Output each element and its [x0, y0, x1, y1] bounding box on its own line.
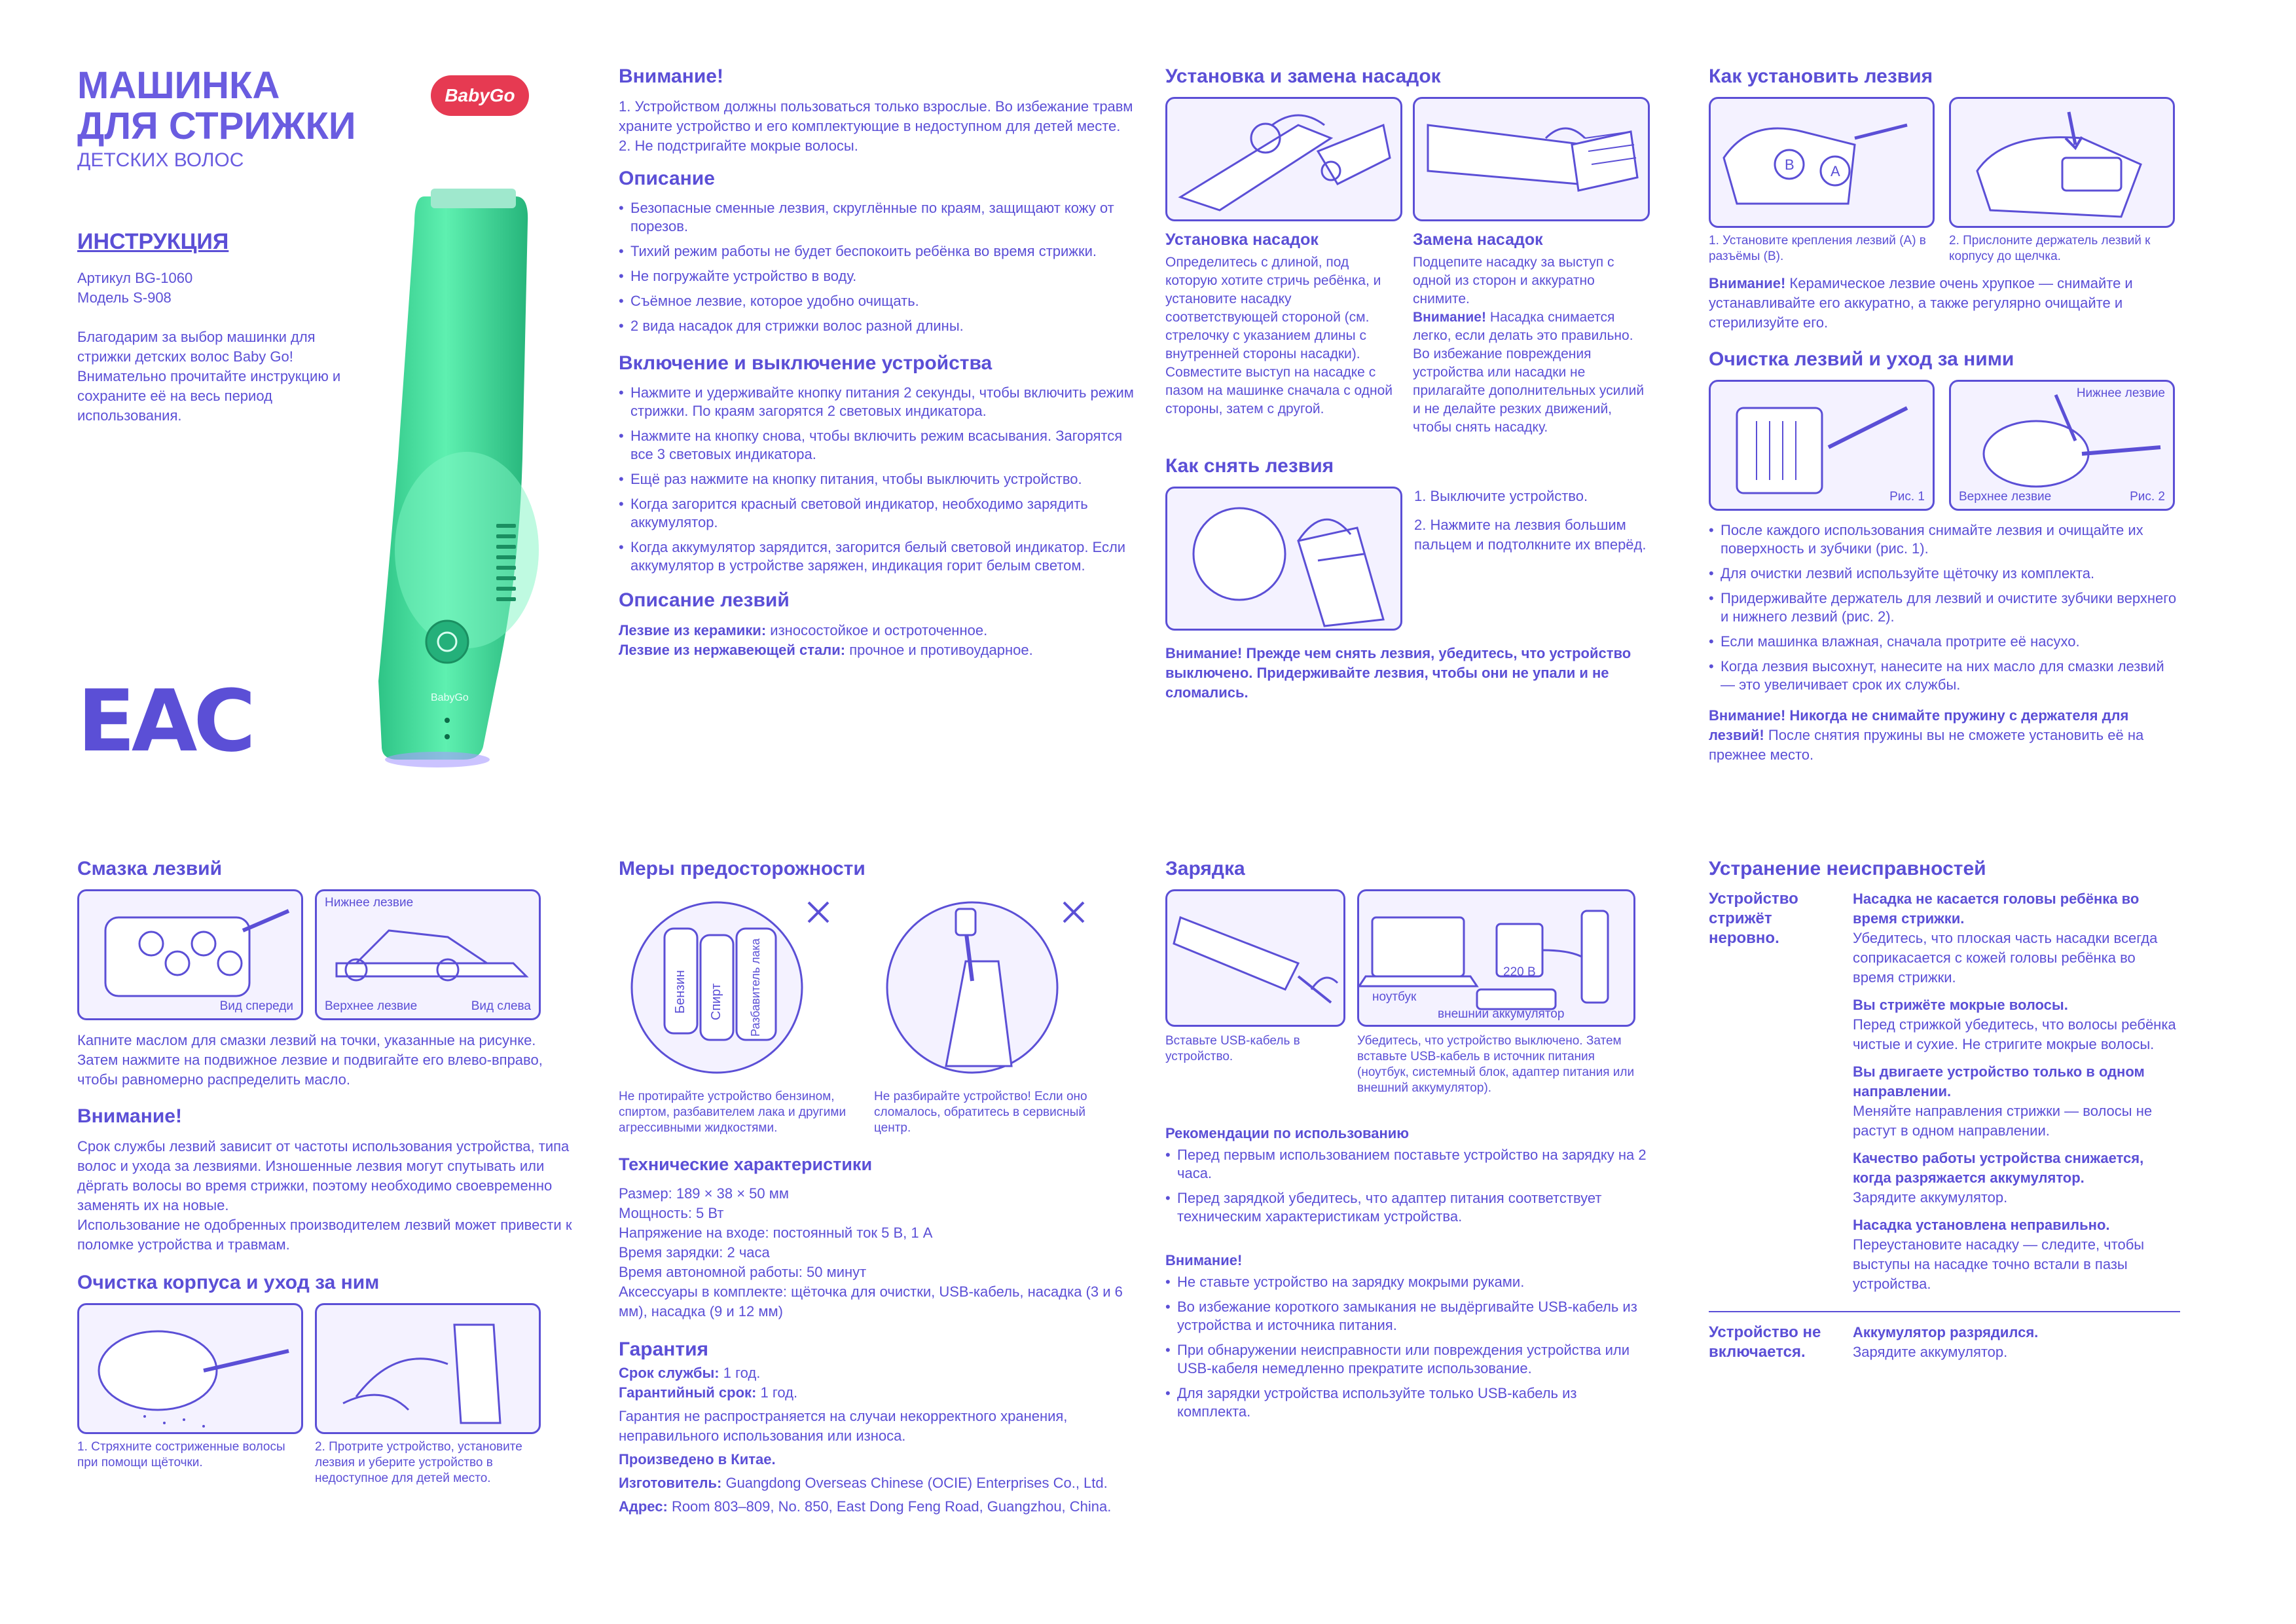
lube-warning-title: Внимание!	[77, 1105, 182, 1127]
install-attachment-text: Определитесь с длиной, под которую хотите стричь ребёнка, и установите насадку соответствующей стороной (см. стрелочку с указанием длины с внутренней стороны насадки). Совместите выступ на насадке с пазом на машинке сначала с одной стороны, затем с другой.	[1165, 255, 1393, 416]
eac-mark: EAC	[77, 671, 252, 771]
charging-cap-2: Убедитесь, что устройство выключено. Затем вставьте USB-кабель в источник питания (ноутбук, системный блок, адаптер питания или внешний аккумулятор).	[1357, 1034, 1635, 1095]
clipper-device-image	[352, 183, 549, 786]
precaution-cap-1: Не протирайте устройство бензином, спиртом, разбавителем лака и другими агрессивными жидкостями.	[619, 1090, 847, 1135]
precautions-title: Меры предосторожности	[619, 858, 866, 879]
fix-item	[1853, 1323, 2180, 1362]
cover-meta	[77, 268, 352, 426]
install-warn-label: Внимание!	[1709, 275, 1786, 291]
list-item: • Нажмите и удерживайте кнопку питания 2 секунды, чтобы включить режим стрижки. По краям загорятся 2 световых индикатора.	[619, 384, 1136, 420]
charging-image-2	[1357, 889, 1635, 1027]
fix-item	[1853, 1062, 2180, 1141]
spec-item: Аксессуары в комплекте: щёточка для очистки, USB-кабель, насадка (3 и 6 мм), насадка (9 и 12 мм)	[619, 1283, 1123, 1320]
list-item: • Когда аккумулятор зарядится, загорится белый световой индикатор. Если аккумулятор в устройстве заряжен, индикация горит белым светом.	[619, 538, 1136, 575]
fix-item	[1853, 1215, 2180, 1294]
remove-warning: Внимание! Прежде чем снять лезвия, убедитесь, что устройство выключено. Придерживайте лезвия, чтобы они не упали и не сломались.	[1165, 645, 1631, 701]
label-a: A	[1831, 163, 1840, 179]
model: Модель S-908	[77, 289, 172, 306]
attach-title: Установка и замена насадок	[1165, 65, 1441, 87]
article: Артикул BG-1060	[77, 270, 193, 286]
manufacturer	[619, 1473, 1136, 1493]
warranty-life	[619, 1363, 1136, 1383]
clean-blades-title: Очистка лезвий и уход за ними	[1709, 348, 2014, 370]
list-item: • Безопасные сменные лезвия, скруглённые по краям, защищают кожу от порезов.	[619, 199, 1136, 236]
body-clean-cap-1: 1. Стряхните состриженные волосы при помощи щёточки.	[77, 1440, 285, 1469]
charging-title: Зарядка	[1165, 858, 1245, 879]
description-list	[619, 199, 1136, 335]
blades-desc-title: Описание лезвий	[619, 589, 790, 611]
title-line-2: ДЛЯ СТРИЖКИ	[77, 105, 356, 147]
list-item: • Ещё раз нажмите на кнопку питания, чтобы выключить устройство.	[619, 470, 1136, 489]
install-warn-text: Керамическое лезвие очень хрупкое — снимайте и устанавливайте его аккуратно, а также регулярно очищайте и стерилизуйте его.	[1709, 275, 2133, 331]
panel-install-blades	[1709, 65, 2180, 765]
description-title: Описание	[619, 168, 715, 189]
manufacturer-text: Guangdong Overseas Chinese (OCIE) Enterprises Co., Ltd.	[725, 1475, 1108, 1491]
fig2-label: Рис. 2	[2130, 490, 2165, 504]
fix-heading: Качество работы устройства снижается, когда разряжается аккумулятор.	[1853, 1150, 2144, 1186]
front-view-label: Вид спереди	[219, 999, 293, 1013]
spec-item: Размер: 189 × 38 × 50 мм	[619, 1185, 789, 1202]
body-clean-title: Очистка корпуса и уход за ним	[77, 1272, 380, 1293]
list-item: • Тихий режим работы не будет беспокоить ребёнка во время стрижки.	[619, 242, 1136, 261]
remove-step-2: 2. Нажмите на лезвия большим пальцем и подтолкните их вперёд.	[1414, 517, 1647, 553]
address-text: Room 803–809, No. 850, East Dong Feng Road, Guangzhou, China.	[671, 1498, 1112, 1515]
fix-heading: Насадка установлена неправильно.	[1853, 1217, 2110, 1233]
list-item: • Для очистки лезвий используйте щёточку из комплекта.	[1709, 564, 2180, 583]
fix-heading: Вы стрижёте мокрые волосы.	[1853, 997, 2068, 1013]
list-item: • Придерживайте держатель для лезвий и очистите зубчики верхнего и нижнего лезвий (рис. 2).	[1709, 589, 2180, 626]
charging-image-1	[1165, 889, 1345, 1027]
list-item: • При обнаружении неисправности или повреждения устройства или USB-кабеля немедленно прекратите использование.	[1165, 1341, 1650, 1378]
spec-item: Мощность: 5 Вт	[619, 1205, 724, 1221]
clean-warn-text: После снятия пружины вы не сможете установить её на прежнее место.	[1709, 727, 2144, 763]
panel-charging	[1165, 858, 1650, 1428]
clean-warn-label: Внимание! Никогда не снимайте пружину с держателя для лезвий!	[1709, 707, 2129, 743]
recommendations-title: Рекомендации по использованию	[1165, 1125, 1410, 1141]
list-item: • Для зарядки устройства используйте только USB-кабель из комплекта.	[1165, 1384, 1650, 1421]
list-item: • Не ставьте устройство на зарядку мокрыми руками.	[1165, 1273, 1650, 1291]
list-item: • После каждого использования снимайте лезвия и очищайте их поверхность и зубчики (рис. 1).	[1709, 521, 2180, 558]
panel-precautions	[619, 858, 1136, 1517]
brand-logo-text: BabyGo	[445, 85, 515, 105]
recommendations-list	[1165, 1146, 1650, 1226]
warranty-period-label: Гарантийный срок:	[619, 1384, 757, 1401]
spec-item: Напряжение на входе: постоянный ток 5 В, 1 А	[619, 1225, 933, 1241]
replace-attachment-text: Подцепите насадку за выступ с одной из сторон и аккуратно снимите.	[1413, 255, 1614, 306]
replace-warn-label: Внимание!	[1413, 310, 1486, 325]
steel-text: прочное и противоударное.	[849, 642, 1033, 658]
label-b: B	[1785, 157, 1795, 173]
body-clean-cap-2: 2. Протрите устройство, установите лезвия и уберите устройство в недоступное для детей место.	[315, 1440, 522, 1485]
upper-blade-label: Верхнее лезвие	[1959, 490, 2052, 504]
fix-text: Зарядите аккумулятор.	[1853, 1344, 2008, 1360]
list-item: • 2 вида насадок для стрижки волос разной длины.	[619, 317, 1136, 335]
cover-panel	[77, 65, 581, 799]
panel-troubleshooting	[1709, 858, 2180, 1362]
install-attachment-title: Установка насадок	[1165, 231, 1319, 249]
address	[619, 1497, 1136, 1517]
install-blades-step2-image	[1949, 97, 2175, 228]
device-brand-text: BabyGo	[431, 692, 469, 703]
fix-text: Переустановите насадку — следите, чтобы выступы на насадке точно встали в пазы устройства.	[1853, 1236, 2145, 1292]
clean-blades-fig2	[1949, 380, 2175, 511]
charging-cap-1: Вставьте USB-кабель в устройство.	[1165, 1034, 1300, 1063]
voltage-label: 220 В	[1503, 965, 1536, 979]
install-blades-title: Как установить лезвия	[1709, 65, 1933, 87]
install-blades-step1-image	[1709, 97, 1935, 228]
clean-blades-fig1	[1709, 380, 1935, 511]
fix-text: Убедитесь, что плоская часть насадки всегда соприкасается с кожей головы ребёнка во время стрижки.	[1853, 930, 2158, 986]
warranty-life-text: 1 год.	[723, 1365, 761, 1381]
fix-heading: Насадка не касается головы ребёнка во время стрижки.	[1853, 891, 2140, 927]
warranty-life-label: Срок службы:	[619, 1365, 720, 1381]
list-item: • Перед зарядкой убедитесь, что адаптер питания соответствует техническим характеристикам устройства.	[1165, 1189, 1650, 1226]
bottle-thinner-label: Разбавитель лака	[749, 938, 762, 1037]
specs-title: Технические характеристики	[619, 1154, 873, 1174]
replace-attachment-title: Замена насадок	[1413, 231, 1543, 249]
bottle-alcohol-label: Спирт	[709, 983, 723, 1020]
steel-label: Лезвие из нержавеющей стали:	[619, 642, 846, 658]
replace-warn-text: Насадка снимается легко, если делать это правильно. Во избежание повреждения устройства или насадки не прилагайте дополнительных усилий и не делайте резких движений, чтобы снять насадку.	[1413, 310, 1645, 435]
fix-item	[1853, 1149, 2180, 1208]
warranty-period-text: 1 год.	[760, 1384, 798, 1401]
issue-uneven: Устройство стрижёт неровно.	[1709, 890, 1798, 947]
warranty-period	[619, 1383, 1136, 1403]
fix-item	[1853, 889, 2180, 987]
list-item: • Когда загорится красный световой индикатор, необходимо зарядить аккумулятор.	[619, 495, 1136, 532]
lube-text: Капните маслом для смазки лезвий на точки, указанные на рисунке. Затем нажмите на подвижное лезвие и подвигайте его влево-вправо, чтобы равномерно распределить масло.	[77, 1032, 543, 1088]
panel-lube	[77, 858, 575, 1486]
issue-no-power: Устройство не включается.	[1709, 1323, 1821, 1361]
lower-blade-label: Нижнее лезвие	[325, 896, 414, 910]
lube-title: Смазка лезвий	[77, 858, 223, 879]
upper-blade-label: Верхнее лезвие	[325, 999, 418, 1013]
body-clean-image-2	[315, 1303, 541, 1434]
warning-item: 2. Не подстригайте мокрые волосы.	[619, 138, 858, 154]
list-item: • Когда лезвия высохнут, нанесите на них масло для смазки лезвий — это увеличивает срок их службы.	[1709, 657, 2180, 694]
replace-attachment-image	[1413, 97, 1650, 221]
ceramic-text: износостойкое и остроточенное.	[770, 622, 988, 638]
charging-warning-title: Внимание!	[1165, 1252, 1243, 1268]
fix-text: Зарядите аккумулятор.	[1853, 1189, 2008, 1206]
trouble-divider	[1709, 1311, 2180, 1312]
panel-attachments	[1165, 65, 1650, 703]
precaution-cap-2: Не разбирайте устройство! Если оно сломалось, обратитесь в сервисный центр.	[874, 1090, 1087, 1135]
install-blades-cap-2: 2. Прислоните держатель лезвий к корпусу до щелчка.	[1949, 234, 2151, 263]
remove-step-1: 1. Выключите устройство.	[1414, 488, 1588, 504]
lube-side-image	[315, 889, 541, 1020]
list-item: • Нажмите на кнопку снова, чтобы включить режим всасывания. Загорятся все 3 световых индикатора.	[619, 427, 1136, 464]
ceramic-blade-desc	[619, 621, 1136, 640]
list-item: • Если машинка влажная, сначала протрите её насухо.	[1709, 633, 2180, 651]
panel-warning	[619, 65, 1136, 660]
cover-intro: Благодарим за выбор машинки для стрижки детских волос Baby Go! Внимательно прочитайте инструкцию и сохраните её на весь период использования.	[77, 329, 341, 424]
bottle-gasoline-label: Бензин	[673, 970, 687, 1014]
battery-label: внешний аккумулятор	[1438, 1007, 1565, 1021]
instruction-heading: ИНСТРУКЦИЯ	[77, 229, 229, 254]
no-disassemble-image	[874, 889, 1110, 1086]
warranty-text: Гарантия не распространяется на случаи некорректного хранения, неправильного использования или износа.	[619, 1408, 1068, 1444]
spec-item: Время автономной работы: 50 минут	[619, 1264, 867, 1280]
lower-blade-label: Нижнее лезвие	[2076, 386, 2165, 400]
remove-title: Как снять лезвия	[1165, 455, 1334, 477]
fix-item	[1853, 995, 2180, 1054]
install-attachment-image	[1165, 97, 1402, 221]
fix-text: Перед стрижкой убедитесь, что волосы ребёнка чистые и сухие. Не стригите мокрые волосы.	[1853, 1016, 2176, 1052]
address-label: Адрес:	[619, 1498, 668, 1515]
solvents-image	[619, 889, 854, 1086]
replace-attachment-warning	[1413, 308, 1650, 437]
power-title: Включение и выключение устройства	[619, 352, 993, 374]
clean-blades-list	[1709, 521, 2180, 694]
remove-blades-image	[1165, 487, 1402, 631]
warning-item: 1. Устройством должны пользоваться только взрослые. Во избежание травм храните устройство и его комплектующие в недоступном для детей месте.	[619, 98, 1133, 134]
cover-subtitle: ДЕТСКИХ ВОЛОС	[77, 149, 244, 171]
fix-heading: Вы двигаете устройство только в одном направлении.	[1853, 1063, 2145, 1099]
brand-logo	[431, 75, 529, 116]
fig1-label: Рис. 1	[1889, 490, 1925, 504]
laptop-label: ноутбук	[1372, 990, 1417, 1004]
lube-front-image	[77, 889, 303, 1020]
lube-warning-text: Срок службы лезвий зависит от частоты использования устройства, типа волос и ухода за лезвиями. Изношенные лезвия могут спутывать или дёргать волосы во время стрижки, поэтому необходимо своевременно заменять их на новые.	[77, 1138, 570, 1213]
fix-heading: Аккумулятор разрядился.	[1853, 1324, 2039, 1340]
title-line-1: МАШИНКА	[77, 64, 280, 107]
steel-blade-desc	[619, 640, 1136, 660]
list-item: • Не погружайте устройство в воду.	[619, 267, 1136, 286]
power-list	[619, 384, 1136, 575]
ceramic-label: Лезвие из керамики:	[619, 622, 767, 638]
lube-warning-text-2: Использование не одобренных производителем лезвий может привести к поломке устройства и травмам.	[77, 1217, 572, 1253]
trouble-title: Устранение неисправностей	[1709, 858, 1986, 879]
list-item: • Съёмное лезвие, которое удобно очищать.	[619, 292, 1136, 310]
made-in: Произведено в Китае.	[619, 1451, 776, 1467]
install-blades-warning	[1709, 274, 2180, 333]
clean-blades-warning	[1709, 706, 2180, 765]
manufacturer-label: Изготовитель:	[619, 1475, 722, 1491]
body-clean-image-1	[77, 1303, 303, 1434]
warranty-title: Гарантия	[619, 1338, 709, 1360]
spec-item: Время зарядки: 2 часа	[619, 1244, 770, 1261]
list-item: • Во избежание короткого замыкания не выдёргивайте USB-кабель из устройства и источника питания.	[1165, 1298, 1650, 1335]
side-view-label: Вид слева	[471, 999, 531, 1013]
charging-warning-list	[1165, 1273, 1650, 1421]
fix-text: Меняйте направления стрижки — волосы не растут в одном направлении.	[1853, 1103, 2153, 1139]
install-blades-cap-1: 1. Установите крепления лезвий (А) в разъёмы (В).	[1709, 234, 1926, 263]
warning-title: Внимание!	[619, 65, 723, 87]
list-item: • Перед первым использованием поставьте устройство на зарядку на 2 часа.	[1165, 1146, 1650, 1183]
